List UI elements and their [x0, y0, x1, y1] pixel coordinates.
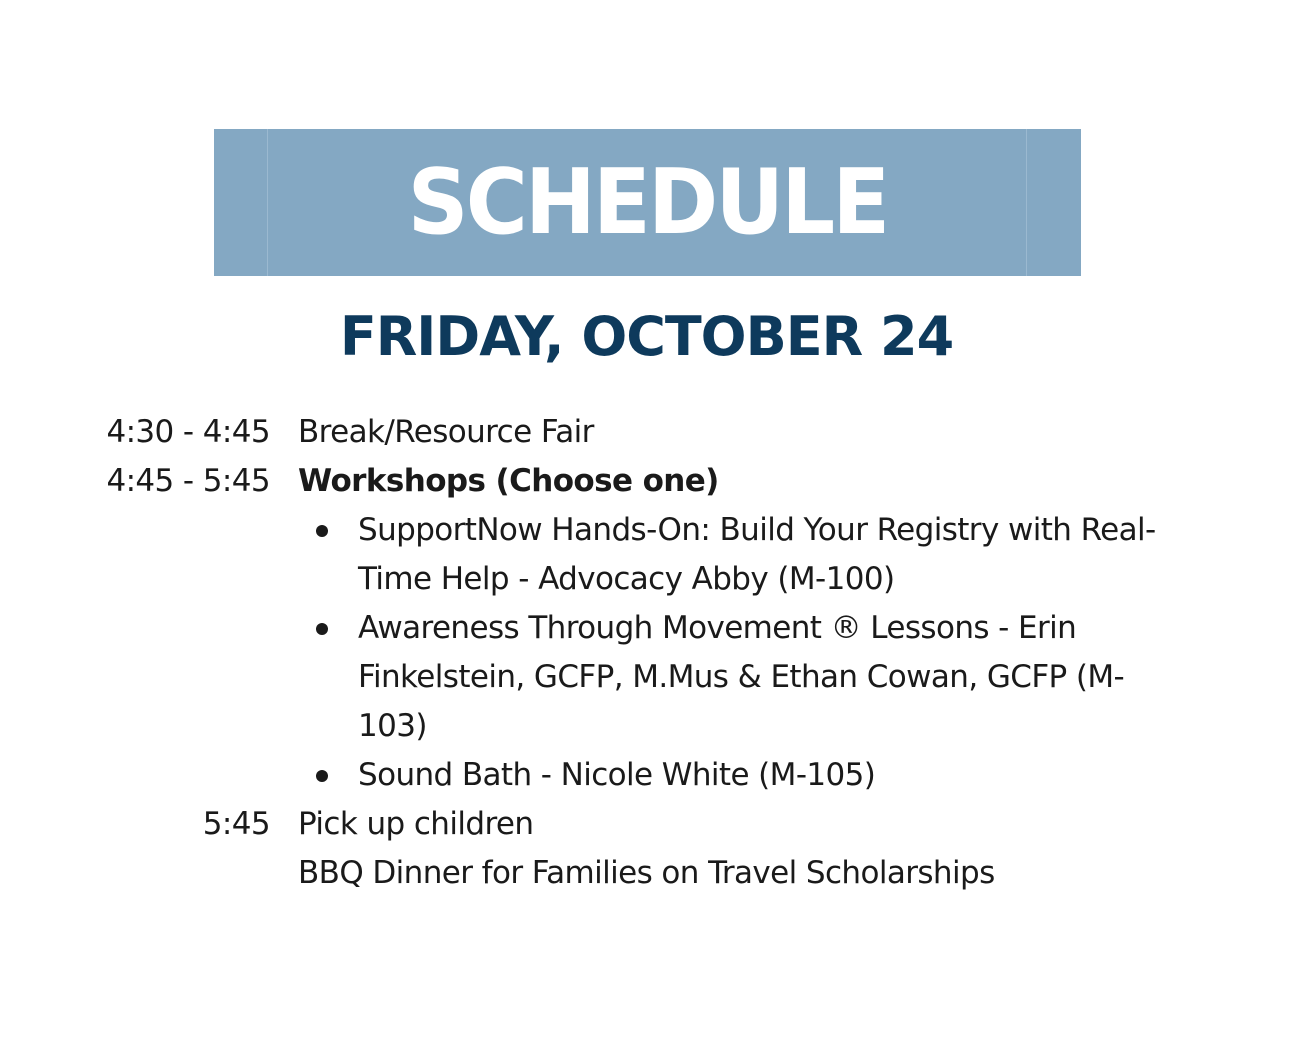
bullet-icon: [316, 623, 328, 635]
schedule-row: [0, 849, 1293, 898]
schedule-activity-extra: BBQ Dinner for Families on Travel Scholarships: [298, 855, 995, 891]
schedule-row: [0, 457, 1293, 506]
schedule-row: [0, 800, 1293, 849]
banner-title: SCHEDULE: [407, 150, 888, 255]
schedule-activity: Pick up children: [298, 806, 534, 842]
date-heading: FRIDAY, OCTOBER 24: [339, 305, 954, 368]
schedule-time: 5:45: [202, 806, 270, 842]
bullet-icon: [316, 770, 328, 782]
workshop-text: Awareness Through Movement ® Lessons - Erin Finkelstein, GCFP, M.Mus & Ethan Cowan, GCFP (M-103): [358, 610, 1125, 744]
workshop-list: [0, 506, 1293, 800]
workshop-text: Sound Bath - Nicole White (M-105): [358, 757, 876, 793]
workshop-item: [0, 751, 1168, 800]
bullet-icon: [316, 525, 328, 537]
schedule-list: [0, 408, 1293, 898]
schedule-banner: [214, 129, 1081, 276]
schedule-time: 4:30 - 4:45: [106, 414, 270, 450]
workshop-item: [0, 506, 1168, 604]
schedule-time: 4:45 - 5:45: [106, 463, 270, 499]
schedule-activity-workshops: Workshops (Choose one): [298, 463, 719, 499]
workshop-item: [0, 604, 1168, 751]
workshop-text: SupportNow Hands-On: Build Your Registry with Real-Time Help - Advocacy Abby (M-100): [358, 512, 1156, 597]
schedule-activity: Break/Resource Fair: [298, 414, 594, 450]
schedule-row: [0, 408, 1293, 457]
